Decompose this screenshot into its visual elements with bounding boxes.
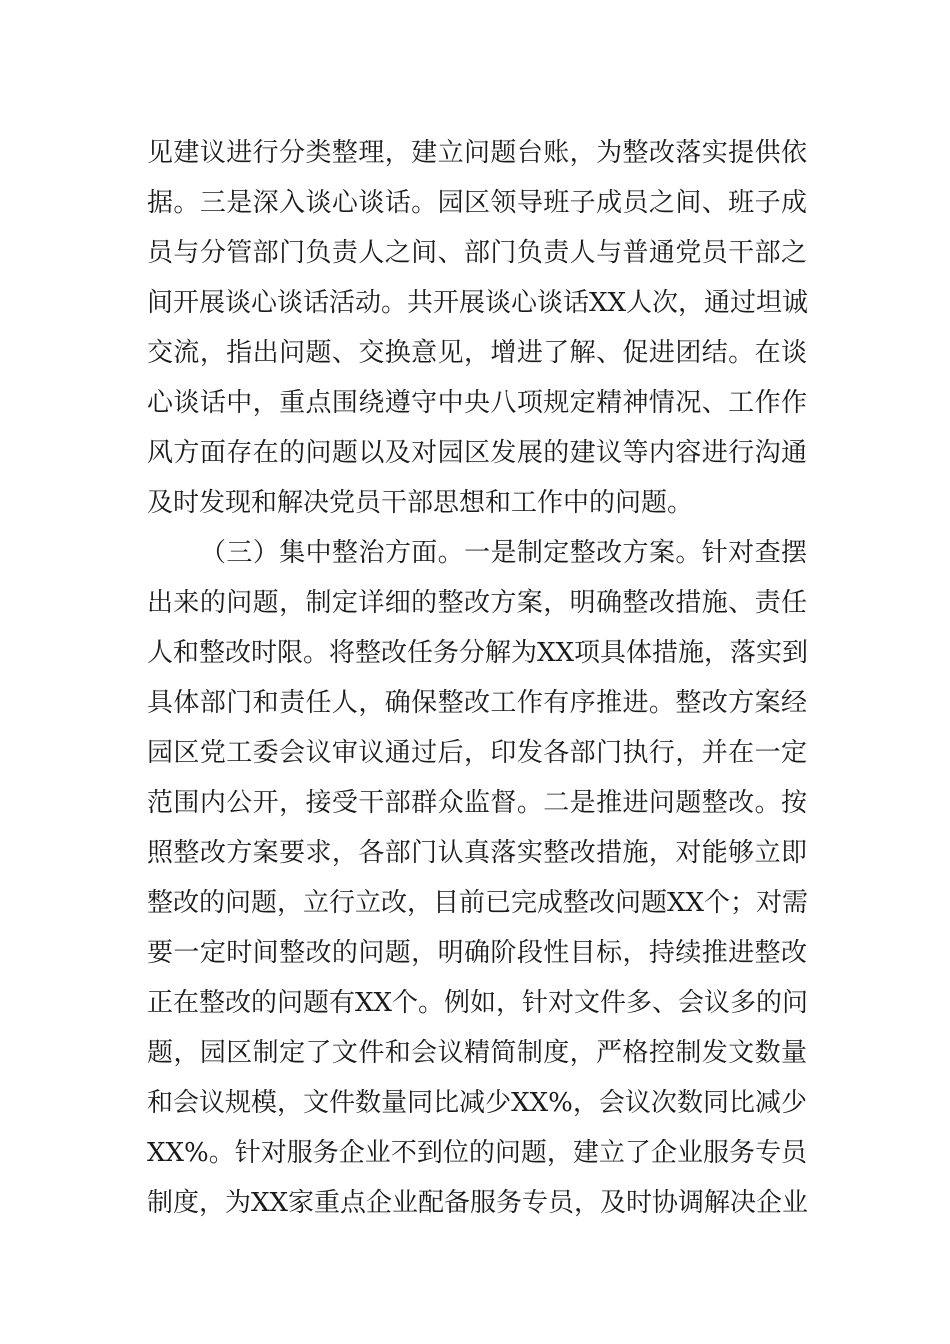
text-line: 人和整改时限。将整改任务分解为XX项具体措施，落实到: [147, 638, 809, 668]
text-line: 据。三是深入谈心谈话。园区领导班子成员之间、班子成: [147, 188, 807, 218]
text-line: 间开展谈心谈话活动。共开展谈心谈话XX人次，通过坦诚: [147, 288, 809, 318]
text-line: 整改的问题，立行立改，目前已完成整改问题XX个；对需: [147, 888, 809, 918]
text-line: 出来的问题，制定详细的整改方案，明确整改措施、责任: [147, 588, 807, 618]
text-line: 照整改方案要求，各部门认真落实整改措施，对能够立即: [147, 838, 807, 868]
text-line: 范围内公开，接受干部群众监督。二是推进问题整改。按: [147, 788, 807, 818]
text-line: 具体部门和责任人，确保整改工作有序推进。整改方案经: [147, 688, 807, 718]
section-heading-line: （三）集中整治方面。一是制定整改方案。针对查摆: [200, 538, 807, 568]
text-line: XX%。针对服务企业不到位的问题，建立了企业服务专员: [147, 1138, 807, 1168]
text-line: 园区党工委会议审议通过后，印发各部门执行，并在一定: [147, 738, 807, 768]
text-line: 员与分管部门负责人之间、部门负责人与普通党员干部之: [147, 238, 807, 268]
text-line: 风方面存在的问题以及对园区发展的建议等内容进行沟通: [147, 438, 807, 468]
text-line: 和会议规模，文件数量同比减少XX%，会议次数同比减少: [147, 1088, 807, 1118]
text-line: 正在整改的问题有XX个。例如，针对文件多、会议多的问: [147, 988, 809, 1018]
text-line: 题，园区制定了文件和会议精简制度，严格控制发文数量: [147, 1038, 807, 1068]
text-line: 见建议进行分类整理，建立问题台账，为整改落实提供依: [147, 138, 807, 168]
text-line: 要一定时间整改的问题，明确阶段性目标，持续推进整改: [147, 938, 807, 968]
paragraph-end-line: 及时发现和解决党员干部思想和工作中的问题。: [147, 488, 694, 518]
text-line: 交流，指出问题、交换意见，增进了解、促进团结。在谈: [147, 338, 807, 368]
text-line: 制度，为XX家重点企业配备服务专员，及时协调解决企业: [147, 1188, 809, 1218]
text-line: 心谈话中，重点围绕遵守中央八项规定精神情况、工作作: [147, 388, 807, 418]
